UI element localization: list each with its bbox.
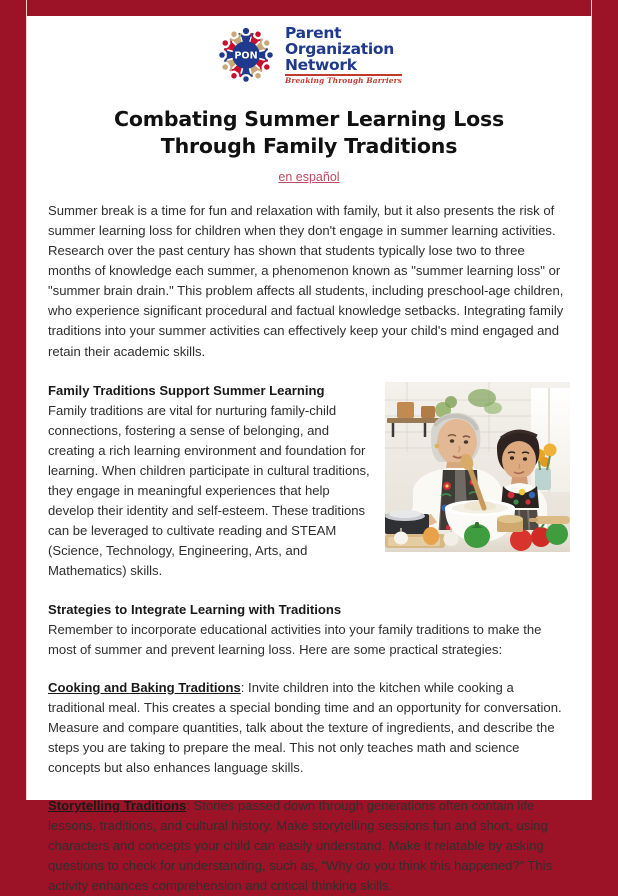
organization-tagline: Breaking Through Barriers: [285, 76, 402, 86]
section-strategies: [48, 601, 570, 660]
strategy-term: Cooking and Baking Traditions: [48, 679, 241, 695]
intro-paragraph: Summer break is a time for fun and relaxation with family, but it also presents the risk of summer learning loss for children when they don't engage in summer learning activities. Research over the past century has shown that students typically lose two to three months of knowledge each summer, a phenomenon known as "summer learning loss" or "summer brain drain." This problem affects all students, including preschool-age children, who experience significant procedural and factual knowledge setbacks. Integrating family traditions into your summer activities can effectively keep your child's mind engaged and retain their academic skills.: [48, 203, 564, 359]
pon-monogram-text: PON: [234, 50, 258, 62]
organization-wordmark: [285, 25, 402, 85]
strategy-item: [48, 678, 570, 778]
wordmark-line-1: Parent: [285, 23, 342, 42]
document-page: [27, 16, 591, 894]
section-family-traditions: [48, 382, 570, 581]
section-heading: Strategies to Integrate Learning with Traditions: [48, 601, 342, 617]
cooking-photo: [385, 382, 570, 552]
organization-masthead: [48, 16, 570, 90]
wordmark-line-2: Organization: [285, 40, 395, 59]
strategy-item: [48, 796, 570, 896]
article-body: [48, 201, 570, 896]
language-link-row: [48, 169, 570, 184]
strategy-body: : Stories passed down through generations often contain life lessons, traditions, and cultural history. Make storytelling sessions fun and short, using characters and concepts your child can easily understand. Make it relatable by asking questions to check for understanding, such as, “Why do you think this happened?” This activity enhances comprehension and critical thinking skills.: [48, 798, 553, 894]
section-heading: Family Traditions Support Summer Learning: [48, 382, 325, 398]
wordmark-line-3: Network: [285, 56, 357, 75]
strategy-body: : Invite children into the kitchen while cooking a traditional meal. This creates a special bonding time and an opportunity for conversation. Measure and compare quantities, talk about the texture of ingredients, and describe the steps you are taking to prepare the meal. This not only teaches math and science concepts but also enhances language skills.: [48, 679, 562, 775]
spanish-version-link[interactable]: en español: [278, 170, 340, 185]
document-content: [27, 16, 591, 896]
section-paragraph: Remember to incorporate educational activities into your family traditions to make the most of summer and prevent learning loss. Here are some practical strategies:: [48, 621, 542, 657]
page-title: [48, 106, 570, 159]
page-right-hairline: [591, 0, 592, 800]
strategy-term: Storytelling Traditions: [48, 798, 187, 813]
page-title-line-1: Combating Summer Learning Loss: [114, 107, 504, 131]
pon-logo-icon: [216, 25, 276, 85]
page-title-line-2: Through Family Traditions: [160, 133, 458, 158]
section-paragraph: Family traditions are vital for nurturing family-child connections, fostering a sense of belonging, and creating a rich learning environment and foundation for learning. When children participate in cultural traditions, they engage in meaningful experiences that help develop their identity and self-esteem. These traditions can be leveraged to cultivate reading and STEAM (Science, Technology, Engineering, Arts, and Mathematics) skills.: [48, 402, 370, 578]
